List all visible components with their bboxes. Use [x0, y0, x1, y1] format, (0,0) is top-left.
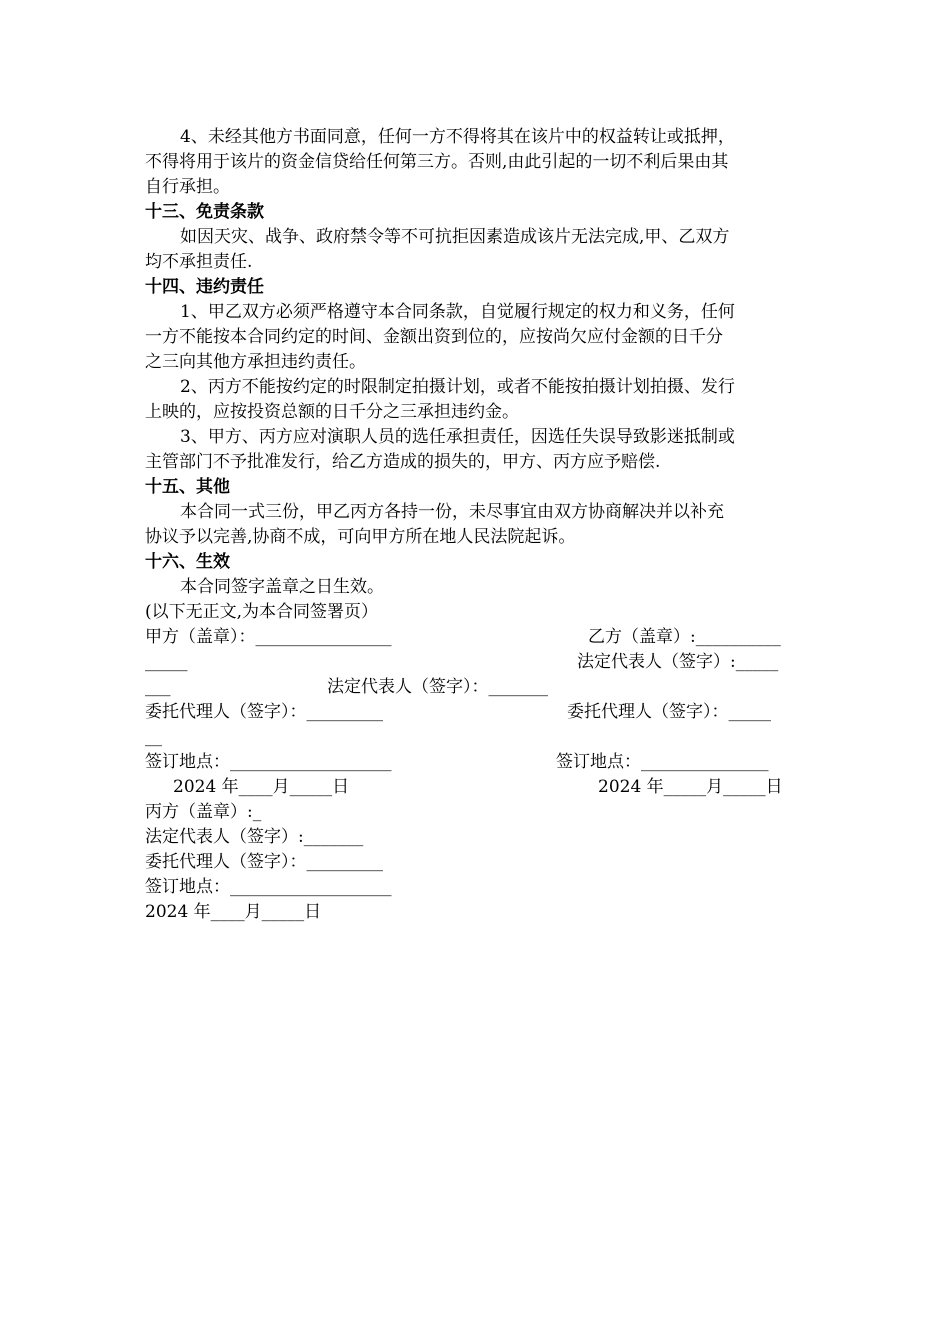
clause-13-4-line-1: 4、未经其他方书面同意，任何一方不得将其在该片中的权益转让或抵押，	[180, 127, 735, 147]
party-b-date: 2024 年_____月_____日	[598, 777, 783, 797]
clause-15-body-line-2: 协议予以完善,协商不成，可向甲方所在地人民法院起诉。	[145, 527, 576, 547]
clause-13-4-line-2: 不得将用于该片的资金信贷给任何第三方。否则,由此引起的一切不利后果由其	[145, 152, 729, 172]
heading-14: 十四、违约责任	[145, 277, 264, 297]
party-c-date: 2024 年____月_____日	[145, 902, 322, 922]
heading-16: 十六、生效	[145, 552, 230, 572]
clause-14-3-line-1: 3、甲方、丙方应对演职人员的选任承担责任，因选任失误导致影迷抵制或	[180, 427, 735, 447]
party-c-seal: 丙方（盖章）:_	[145, 802, 262, 822]
party-b-agent-wrap: __	[145, 727, 162, 747]
heading-15: 十五、其他	[145, 477, 230, 497]
party-b-place: 签订地点：_______________	[556, 752, 769, 772]
clause-16-body: 本合同签字盖章之日生效。	[180, 577, 384, 597]
clause-13-body-line-1: 如因天灾、战争、政府禁令等不可抗拒因素造成该片无法完成,甲、乙双方	[180, 227, 730, 247]
party-a-place: 签订地点：___________________	[145, 752, 392, 772]
clause-14-1-line-2: 一方不能按本合同约定的时间、金额出资到位的，应按尚欠应付金额的日千分	[145, 327, 723, 347]
clause-13-4-line-3: 自行承担。	[145, 177, 230, 197]
party-a-seal-wrap: _____	[145, 652, 188, 672]
party-b-rep-wrap: ___	[145, 677, 171, 697]
party-a-agent: 委托代理人（签字）：_________	[145, 702, 383, 722]
party-c-agent: 委托代理人（签字）：_________	[145, 852, 383, 872]
party-a-rep: 法定代表人（签字）：_______	[327, 677, 548, 697]
clause-14-1-line-1: 1、甲乙双方必须严格遵守本合同条款，自觉履行规定的权力和义务，任何	[180, 302, 735, 322]
party-b-seal: 乙方（盖章）:__________	[588, 627, 781, 647]
party-c-place: 签订地点：___________________	[145, 877, 392, 897]
party-a-date: 2024 年____月_____日	[173, 777, 350, 797]
clause-14-3-line-2: 主管部门不予批准发行，给乙方造成的损失的，甲方、丙方应予赔偿.	[145, 452, 661, 472]
clause-14-2-line-2: 上映的，应按投资总额的日千分之三承担违约金。	[145, 402, 519, 422]
party-a-seal: 甲方（盖章）：________________	[145, 627, 392, 647]
heading-13: 十三、免责条款	[145, 202, 264, 222]
clause-14-2-line-1: 2、丙方不能按约定的时限制定拍摄计划，或者不能按拍摄计划拍摄、发行	[180, 377, 735, 397]
clause-14-1-line-3: 之三向其他方承担违约责任。	[145, 352, 366, 372]
clause-13-body-line-2: 均不承担责任.	[145, 252, 253, 272]
no-text-note: (以下无正文,为本合同签署页）	[145, 602, 379, 622]
party-b-agent: 委托代理人（签字）：_____	[567, 702, 771, 722]
clause-15-body-line-1: 本合同一式三份，甲乙丙方各持一份，未尽事宜由双方协商解决并以补充	[180, 502, 724, 522]
party-b-rep: 法定代表人（签字）:_____	[577, 652, 779, 672]
party-c-rep: 法定代表人（签字）:_______	[145, 827, 364, 847]
